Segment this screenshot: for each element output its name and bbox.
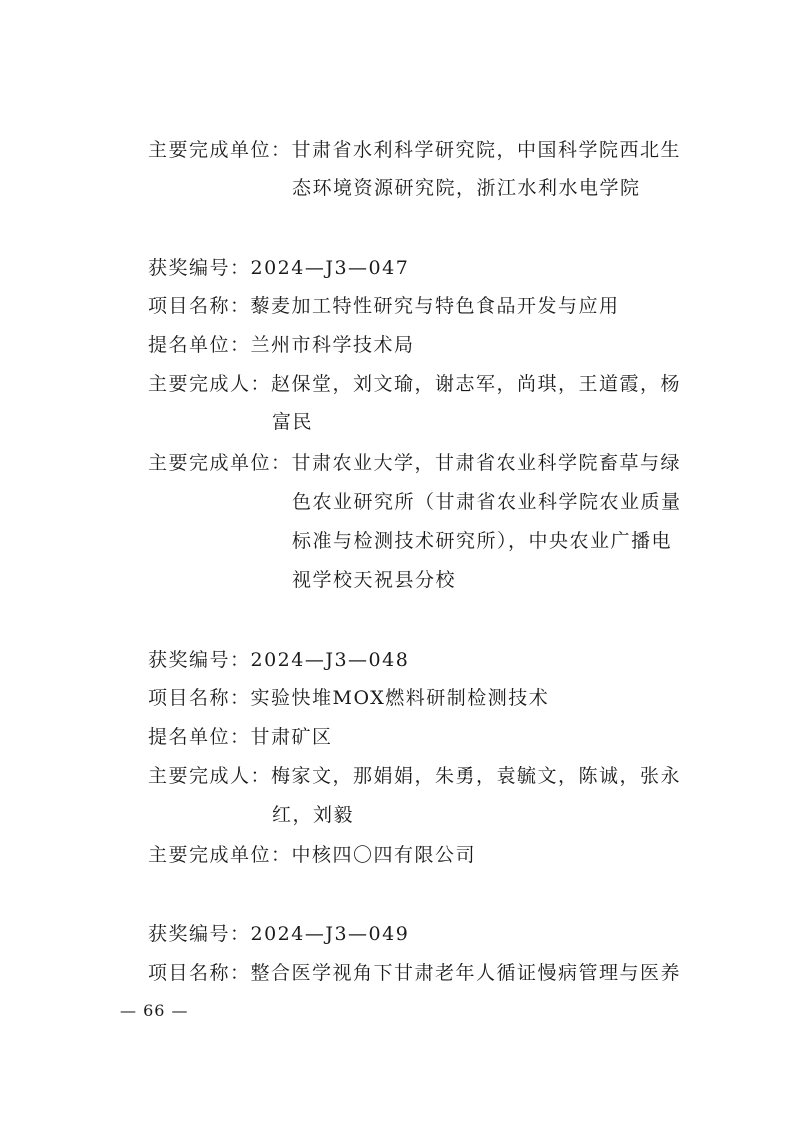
project-name: 项目名称：整合医学视角下甘肃老年人循证慢病管理与医养: [148, 962, 682, 984]
page-number: — 66 —: [120, 1001, 189, 1020]
award-number: 获奖编号：2024—J3—049: [148, 923, 410, 945]
completion-unit-continuation: 标准与检测技术研究所），中央农业广播电: [292, 530, 673, 552]
completion-unit: 主要完成单位：中核四〇四有限公司: [148, 844, 477, 866]
main-completers: 主要完成人：梅家文，那娟娟，朱勇，袁毓文，陈诚，张永: [148, 765, 682, 787]
nominating-unit: 提名单位：甘肃矿区: [148, 726, 333, 748]
completion-unit-label: 主要完成单位：: [148, 139, 292, 161]
project-name: 项目名称：实验快堆MOX燃料研制检测技术: [148, 687, 550, 709]
main-completers-continuation: 红，刘毅: [272, 804, 355, 826]
project-name: 项目名称：藜麦加工特性研究与特色食品开发与应用: [148, 295, 620, 317]
completion-unit-continuation: 态环境资源研究院，浙江水利水电学院: [292, 177, 641, 199]
main-completers: 主要完成人：赵保堂，刘文瑜，谢志军，尚琪，王道霞，杨: [148, 373, 682, 395]
completion-unit: 主要完成单位：甘肃农业大学，甘肃省农业科学院畜草与绿: [148, 452, 682, 474]
completion-unit-continuation: 色农业研究所（甘肃省农业科学院农业质量: [292, 491, 682, 513]
completion-unit-continuation: 视学校天祝县分校: [292, 569, 457, 591]
award-number: 获奖编号：2024—J3—047: [148, 257, 410, 279]
nominating-unit: 提名单位：兰州市科学技术局: [148, 334, 415, 356]
award-number: 获奖编号：2024—J3—048: [148, 649, 410, 671]
completion-unit-text: 甘肃省水利科学研究院，中国科学院西北生: [291, 139, 682, 161]
main-completers-continuation: 富民: [272, 411, 314, 433]
completion-unit-line: [148, 138, 681, 162]
